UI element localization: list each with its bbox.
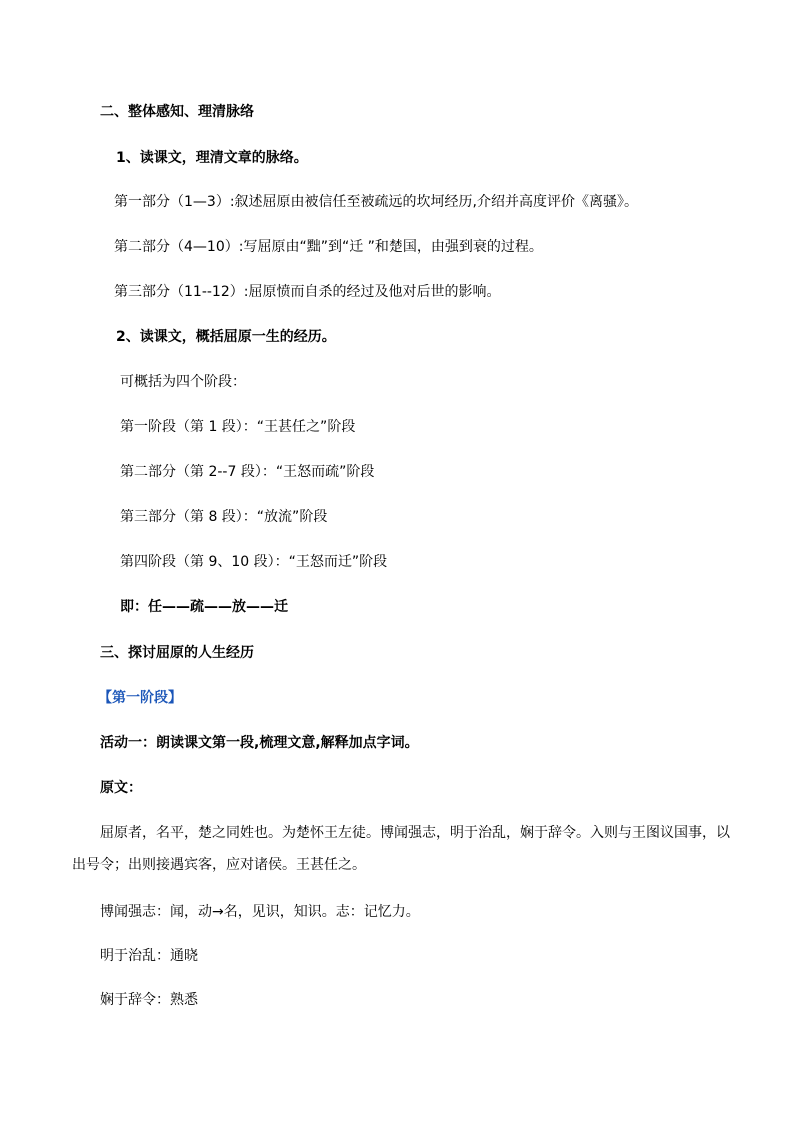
section2-heading: 二、整体感知、理清脉络 <box>100 104 254 120</box>
note-3: 娴于辞令：熟悉 <box>100 992 198 1008</box>
stage-3: 第三部分（第 8 段）：“放流”阶段 <box>120 509 328 525</box>
section3-heading: 三、探讨屈原的人生经历 <box>100 645 254 661</box>
original-label: 原文： <box>100 780 142 796</box>
note-2: 明于治乱：通晓 <box>100 948 198 964</box>
stage-1: 第一阶段（第 1 段）：“王甚任之”阶段 <box>120 419 356 435</box>
stage-4: 第四阶段（第 9、10 段）：“王怒而迁”阶段 <box>120 554 388 570</box>
original-text: 屈原者，名平，楚之同姓也。为楚怀王左徒。博闻强志，明于治乱，娴于辞令。入则与王图议国事，以出号令；出则接遇宾客，应对诸侯。王甚任之。 <box>72 825 730 873</box>
question-2: 2、读课文，概括屈原一生的经历。 <box>116 329 336 345</box>
part-1: 第一部分（1—3）:叙述屈原由被信任至被疏远的坎坷经历,介绍并高度评价《离骚》。 <box>114 194 638 210</box>
question-1: 1、读课文，理清文章的脉络。 <box>116 150 308 166</box>
part-2: 第二部分（4—10）:写屈原由“黜”到“迁 ”和楚国，由强到衰的过程。 <box>114 239 543 255</box>
note-1: 博闻强志：闻，动→名，见识，知识。志：记忆力。 <box>100 904 420 920</box>
stage-2: 第二部分（第 2--7 段）：“王怒而疏”阶段 <box>120 464 375 480</box>
part-3: 第三部分（11--12）:屈原愤而自杀的经过及他对后世的影响。 <box>114 284 501 300</box>
activity-1: 活动一：朗读课文第一段,梳理文意,解释加点字词。 <box>100 735 419 751</box>
stage-label: 【第一阶段】 <box>98 690 182 706</box>
stages-intro: 可概括为四个阶段： <box>120 374 246 390</box>
stages-summary: 即：任——疏——放——迁 <box>120 599 288 615</box>
